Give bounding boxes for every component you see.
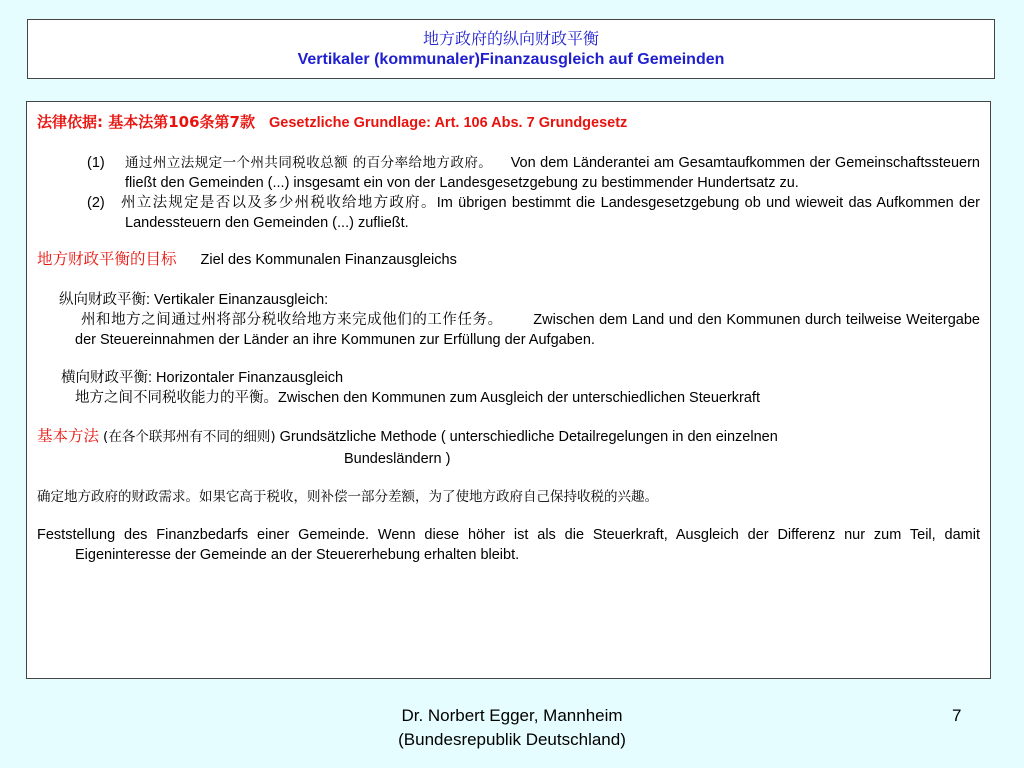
determination-de: Feststellung des Finanzbedarfs einer Gemeinde. Wenn diese höher ist als die Steuerkraft, Ausgleich der Differenz nur zum Teil, damit Eigeninteresse der Gemeinde an der Steuererhebung erhalten bleibt. [37,527,980,563]
vertical-label-de: : Vertikaler Einanzausgleich: [146,292,329,308]
horizontal-text-cn: 地方之间不同税收能力的平衡。 [75,390,278,406]
legal-item-2-num: (2) [87,195,105,211]
horizontal-label [37,368,980,388]
legal-item-2-de: Im übrigen bestimmt die Landesgesetzgebung ob und wieweit das Aufkommen der Landessteuern den Gemeinden (...) zufließt. [125,195,980,231]
legal-item-1-cn: 通过州立法规定一个州共同税收总额 的百分率给地方政府。 [125,155,493,171]
title-box [27,19,995,79]
content-box [26,101,991,679]
legal-item-1 [37,153,980,193]
vertical-text-de: Zwischen dem Land und den Kommunen durch teilweise Weitergabe der Steuereinnahmen der Länder an ihre Kommunen zur Erfüllung der Aufgaben. [75,312,980,348]
footer-author [342,704,682,752]
title-chinese: 地方政府的纵向财政平衡 [422,29,599,48]
footer-country: (Bundesrepublik Deutschland) [398,730,626,749]
vertical-text-cn: 州和地方之间通过州将部分税收给地方来完成他们的工作任务。 [81,312,503,328]
vertical-label [37,290,980,310]
legal-item-1-de: Von dem Länderantei am Gesamtaufkommen der Gemeinschaftssteuern fließt den Gemeinden (...) insgesamt ein von der Landesgesetzgebung zu bestimmender Hundertsatz zu. [125,155,980,191]
goals-heading-de: Ziel des Kommunalen Finanzausgleichs [200,252,457,268]
goals-heading-cn: 地方财政平衡的目标 [37,250,177,268]
goals-heading [37,249,980,270]
legal-heading [37,112,980,133]
title-german: Vertikaler (kommunaler)Finanzausgleich auf Gemeinden [297,51,725,68]
legal-heading-de: Gesetzliche Grundlage: Art. 106 Abs. 7 Grundgesetz [269,115,628,131]
method-text-de-2: Bundesländern ) [344,451,451,467]
legal-heading-cn: 法律依据: 基本法第106条第7款 [37,113,255,131]
horizontal-text [37,388,980,408]
determination-cn: 确定地方政府的财政需求。如果它高于税收，则补偿一部分差额，为了使地方政府自己保持收税的兴趣。 [37,489,658,505]
legal-item-2-cn: 州立法规定是否以及多少州税收给地方政府。 [121,195,437,211]
method-text-de-1: Grundsätzliche Methode ( unterschiedliche Detailregelungen in den einzelnen [279,429,778,445]
page-number: 7 [952,706,962,725]
legal-item-2 [37,193,980,233]
legal-item-1-num: (1) [87,155,105,171]
method-heading-cn: 基本方法 [37,427,100,445]
method-sub-cn: (在各个联邦州有不同的细则) [103,429,276,445]
vertical-text [37,310,980,350]
horizontal-label-cn: 横向财政平衡 [61,370,148,386]
vertical-label-cn: 纵向财政平衡 [59,292,146,308]
footer-author-name: Dr. Norbert Egger, Mannheim [401,706,623,725]
method-heading [37,426,980,447]
horizontal-label-de: : Horizontaler Finanzausgleich [148,370,344,386]
horizontal-text-de: Zwischen den Kommunen zum Ausgleich der unterschiedlichen Steuerkraft [278,390,760,406]
